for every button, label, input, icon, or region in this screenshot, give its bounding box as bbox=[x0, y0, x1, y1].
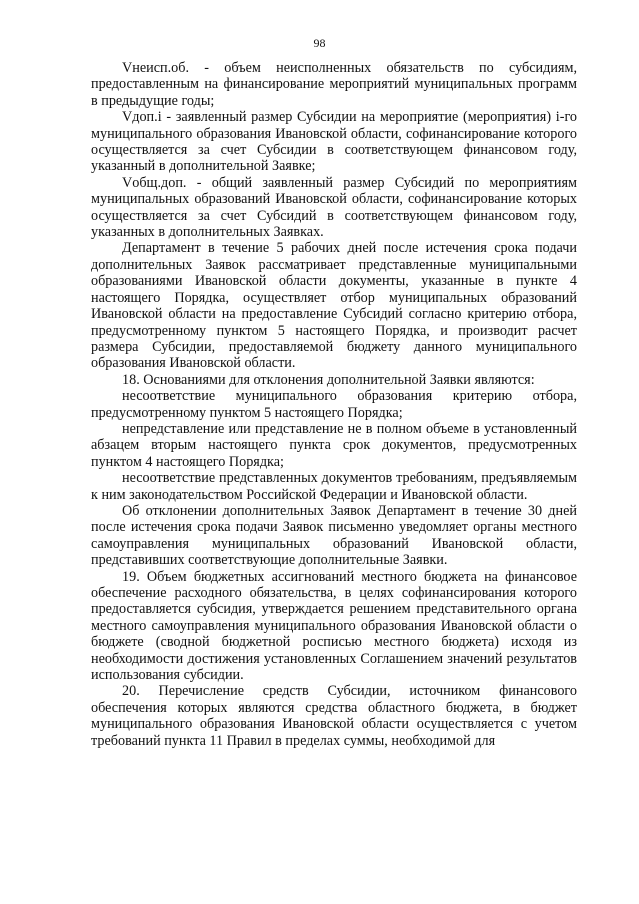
page-number: 98 bbox=[313, 36, 326, 50]
document-body bbox=[91, 60, 577, 749]
paragraph-nonsubmission: непредставление или представление не в полном объеме в установленный абзацем вторым настоящего пункта срок документов, предусмотренных пунктом 4 настоящего Порядка; bbox=[91, 420, 577, 470]
paragraph-item-20: 20. Перечисление средств Субсидии, источником финансового обеспечения которых являются средства областного бюджета, в бюджет муниципального образования Ивановской области осуществляется с учетом требований пункта 11 Правил в пределах суммы, необходимой для bbox=[91, 683, 577, 749]
paragraph-item-18: 18. Основаниями для отклонения дополнительной Заявки являются: bbox=[122, 371, 535, 388]
paragraph-v-additional-i: Vдоп.i - заявленный размер Субсидии на мероприятие (мероприятия) i-го муниципального образования Ивановской области, софинансирование которого осуществляется за счет Субсидии в соответствующем финансовом году, указанный в дополнительной Заявке; bbox=[91, 109, 577, 175]
paragraph-item-19: 19. Объем бюджетных ассигнований местного бюджета на финансовое обеспечение расходного обязательства, в целях софинансирования которого предоставляется субсидия, утверждается решением представительного органа местного самоуправления муниципального образования Ивановской области о бюджете (сводной бюджетной росписью местного бюджета) исходя из необходимости достижения установленных Соглашением значений результатов использования субсидии. bbox=[91, 568, 577, 684]
paragraph-nonconformity-documents: несоответствие представленных документов требованиям, предъявляемым к ним законодательством Российской Федерации и Ивановской области. bbox=[91, 470, 577, 503]
paragraph-v-unexecuted: Vнеисп.об. - объем неисполненных обязательств по субсидиям, предоставленным на финансирование мероприятий муниципальных программ в предыдущие годы; bbox=[91, 60, 577, 109]
paragraph-v-total-additional: Vобщ.доп. - общий заявленный размер Субсидий по мероприятиям муниципальных образований Ивановской области, софинансирование которых осуществляется за счет Субсидий в соответствующем финансовом году, указанных в дополнительных Заявках. bbox=[91, 174, 577, 241]
paragraph-department-review: Департамент в течение 5 рабочих дней после истечения срока подачи дополнительных Заявок рассматривает представленные муниципальными образованиями Ивановской области документы, указанные в пункте 4 настоящего Порядка, осуществляет отбор муниципальных образований Ивановской области на предоставление Субсидий согласно критерию отбора, предусмотренному пунктом 5 настоящего Порядка, и производит расчет размера Субсидии, предоставляемой бюджету данного муниципального образования Ивановской области. bbox=[91, 240, 577, 372]
paragraph-nonconformity-criterion: несоответствие муниципального образования критерию отбора, предусмотренному пунктом 5 настоящего Порядка; bbox=[91, 388, 577, 421]
paragraph-rejection-notice: Об отклонении дополнительных Заявок Департамент в течение 30 дней после истечения срока подачи Заявок письменно уведомляет органы местного самоуправления муниципальных образований Ивановской области, представивших соответствующие дополнительные Заявки. bbox=[91, 502, 577, 569]
